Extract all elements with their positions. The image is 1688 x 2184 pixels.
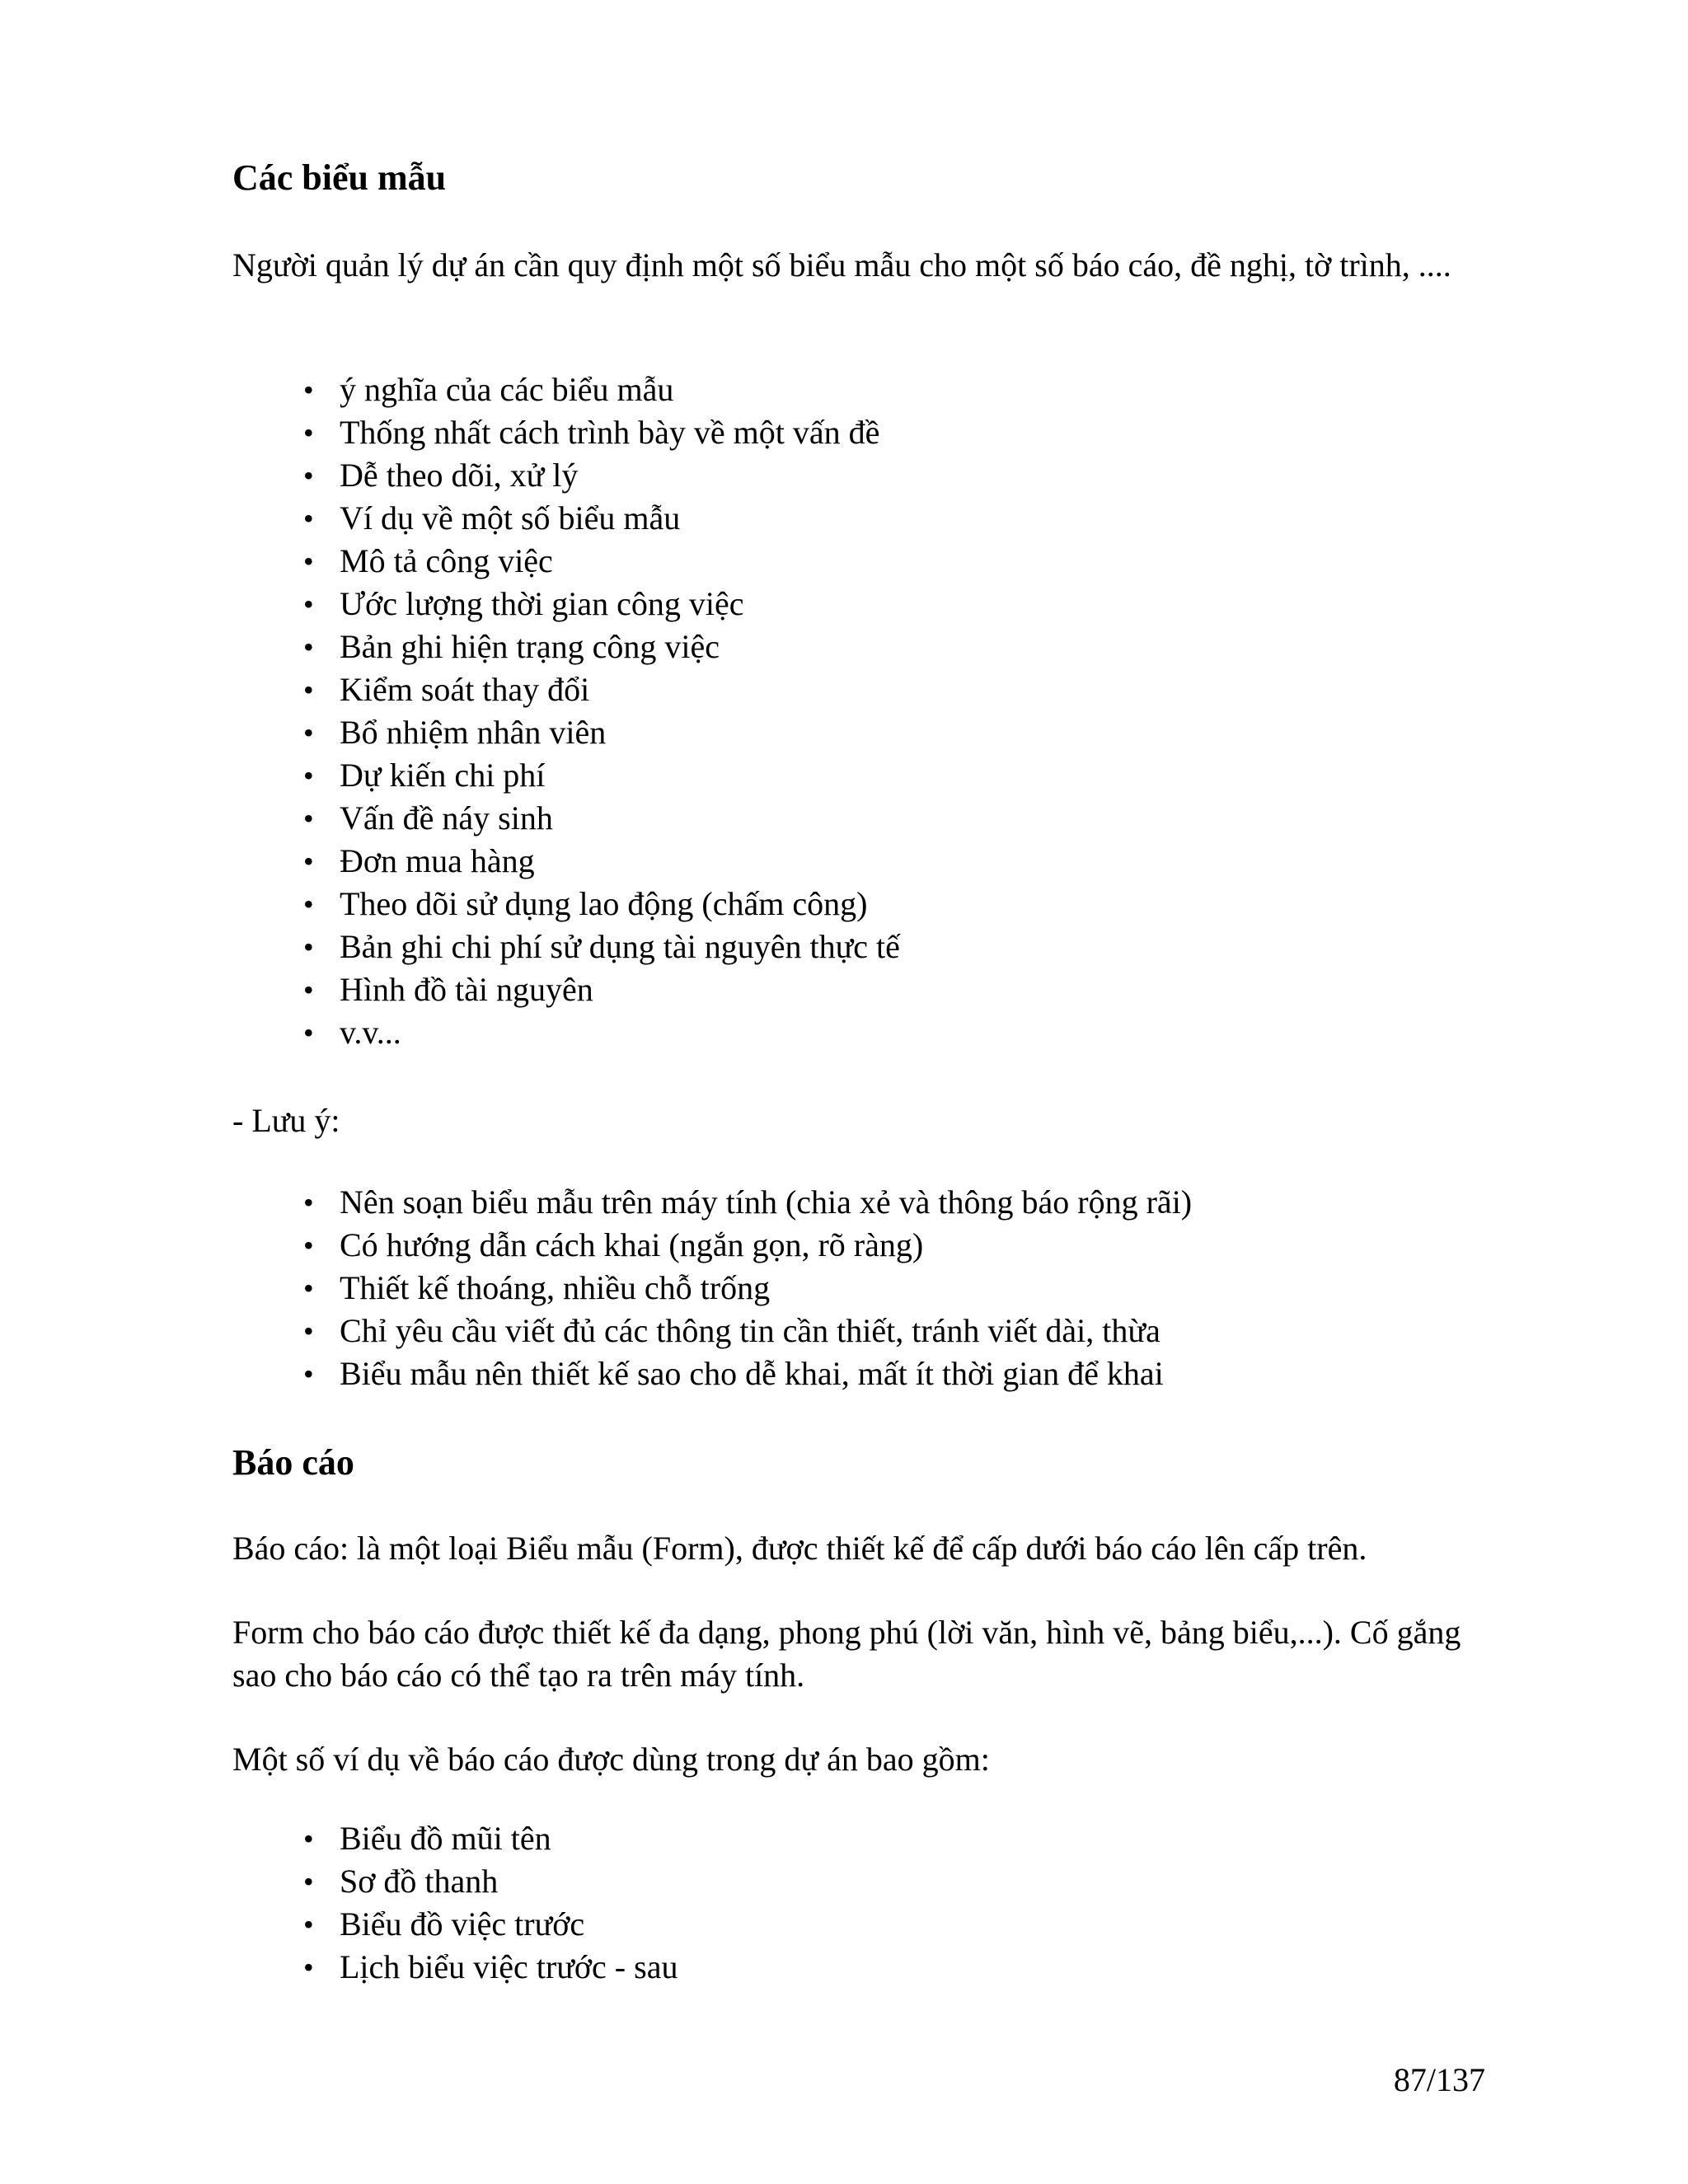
list-item: • Chỉ yêu cầu viết đủ các thông tin cần thiết, tránh viết dài, thừa [232,1310,1485,1352]
list-item: • Bổ nhiệm nhân viên [232,711,1485,754]
section-heading-forms: Các biểu mẫu [232,157,447,198]
reports-paragraph-1: Báo cáo: là một loại Biểu mẫu (Form), được thiết kế để cấp dưới báo cáo lên cấp trên. [232,1530,1367,1567]
list-item: • Kiểm soát thay đổi [232,668,1485,711]
list-item: • Thiết kế thoáng, nhiều chỗ trống [232,1267,1485,1310]
list-item: • Ước lượng thời gian công việc [232,583,1485,626]
list-item: • Có hướng dẫn cách khai (ngắn gọn, rõ ràng) [232,1224,1485,1267]
list-item: • Bản ghi hiện trạng công việc [232,626,1485,668]
list-item: • Vấn đề náy sinh [232,797,1485,840]
list-item: • Biểu mẫu nên thiết kế sao cho dễ khai, mất ít thời gian để khai [232,1352,1485,1395]
list-item: • Hình đồ tài nguyên [232,968,1485,1011]
list-item: • ý nghĩa của các biểu mẫu [232,368,1485,411]
list-item: • Thống nhất cách trình bày về một vấn đề [232,411,1485,454]
list-item: • Nên soạn biểu mẫu trên máy tính (chia xẻ và thông báo rộng rãi) [232,1181,1485,1224]
list-item: • Sơ đồ thanh [232,1860,1485,1903]
note-label: - Lưu ý: [232,1102,340,1139]
forms-list [232,368,1485,1054]
section-heading-reports: Báo cáo [232,1442,354,1483]
list-item: • Theo dõi sử dụng lao động (chấm công) [232,883,1485,926]
reports-paragraph-3: Một số ví dụ về báo cáo được dùng trong dự án bao gồm: [232,1741,990,1778]
list-item: • Đơn mua hàng [232,840,1485,883]
forms-intro-paragraph: Người quản lý dự án cần quy định một số biểu mẫu cho một số báo cáo, đề nghị, tờ trình, .... [232,246,1451,284]
list-item: • v.v... [232,1011,1485,1054]
list-item: • Biểu đồ mũi tên [232,1817,1485,1860]
list-item: • Dự kiến chi phí [232,754,1485,797]
list-item: • Biểu đồ việc trước [232,1903,1485,1946]
list-item: • Bản ghi chi phí sử dụng tài nguyên thực tế [232,926,1485,968]
list-item: • Lịch biểu việc trước - sau [232,1946,1485,1989]
reports-paragraph-2: Form cho báo cáo được thiết kế đa dạng, phong phú (lời văn, hình vẽ, bảng biểu,...). Cố gắng sao cho báo cáo có thể tạo ra trên máy tính. [232,1614,1461,1694]
list-item: • Mô tả công việc [232,540,1485,583]
list-item: • Ví dụ về một số biểu mẫu [232,497,1485,540]
reports-list [232,1817,1485,1989]
notes-list [232,1181,1485,1395]
list-item: • Dễ theo dõi, xử lý [232,454,1485,497]
page-number: 87/137 [1393,2061,1485,2098]
